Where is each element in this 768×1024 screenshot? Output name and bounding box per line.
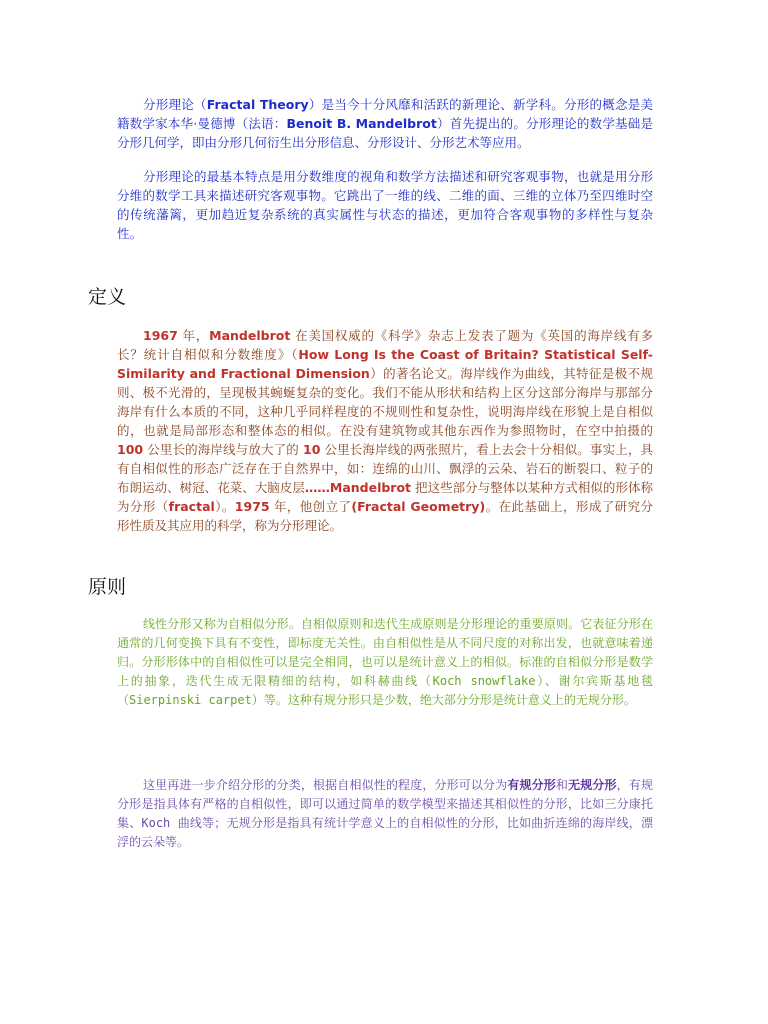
def-text-7: ）。: [214, 499, 235, 514]
term-fractal-theory: Fractal Theory: [206, 97, 309, 112]
year-1967: 1967: [143, 328, 178, 343]
class-text-1: 这里再进一步介绍分形的分类，根据自相似性的程度，分形可以分为: [143, 778, 508, 792]
principle-paragraph: 线性分形又称为自相似分形。自相似原则和迭代生成原则是分形理论的重要原则。它表征分形在通常的几何变换下具有不变性，即标度无关性。由自相似性是从不同尺度的对称出发，也就意味着递归。分形形体中的自相似性可以是完全相同，也可以是统计意义上的相似。标准的自相似分形是数学上的抽象，迭代生成无限精细的结构，如科赫曲线（Koch snowflake）、谢尔宾斯基地毯（Sierpinski carpet）等。这种有规分形只是少数，绝大部分分形是统计意义上的无规分形。: [117, 617, 653, 707]
classification-paragraph: [117, 776, 653, 852]
class-text-2: 和: [555, 778, 569, 792]
term-fractal: fractal: [168, 499, 215, 514]
class-text-3: ，有规分形是指具体有严格的自相似性，即可以通过简单的数学模型来描述其相似性的分形，比如三分康托集、Koch 曲线等；无规分形是指具有统计学意义上的自相似性的分形，比如曲折连绵的海岸线，漂浮的云朵等。: [117, 778, 653, 849]
num-10: 10: [303, 442, 321, 457]
name-mandelbrot: Benoit B. Mandelbrot: [286, 116, 437, 131]
def-text-1: 年，: [177, 328, 210, 343]
year-1975: 1975: [234, 499, 270, 514]
term-fractal-geometry: (Fractal Geometry): [351, 499, 486, 514]
name-mandelbrot-3: ……Mandelbrot: [304, 480, 412, 495]
def-text-6: 把这些部分与整体以某种方式相似的形体称为分形（: [117, 480, 653, 514]
paper-title-en: How Long Is the Coast of Britain? Statistical Self-Similarity and Fractional Dimension: [117, 347, 653, 381]
def-text-9: 。在此基础上，形成了研究分形性质及其应用的科学，称为分形理论。: [117, 499, 653, 533]
def-text-8: 年，他创立了: [269, 499, 352, 514]
num-100: 100: [117, 442, 144, 457]
name-mandelbrot-2: Mandelbrot: [209, 328, 291, 343]
heading-definition: 定义: [88, 286, 127, 308]
feature-paragraph: 分形理论的最基本特点是用分数维度的视角和数学方法描述和研究客观事物，也就是用分形分维的数学工具来描述研究客观事物。它跳出了一维的线、二维的面、三维的立体乃至四维时空的传统藩篱，更加趋近复杂系统的真实属性与状态的描述，更加符合客观事物的多样性与复杂性。: [117, 169, 653, 241]
term-random-fractal: 无规分形: [568, 778, 617, 792]
def-text-2: 在美国权威的《科学》杂志上发表了题为《英国的海岸线有多长？统计自相似和分数维度》（: [117, 328, 653, 362]
definition-paragraph: [117, 326, 653, 535]
intro-text-2: ）是当今十分风靡和活跃的新理论、新学科。分形的概念是美籍数学家本华·曼德博（法语：: [117, 97, 653, 131]
term-regular-fractal: 有规分形: [507, 778, 556, 792]
heading-principle: 原则: [88, 576, 127, 598]
def-text-5: 公里长海岸线的两张照片，看上去会十分相似。事实上，具有自相似性的形态广泛存在于自然界中，如：连绵的山川、飘浮的云朵、岩石的断裂口、粒子的布朗运动、树冠、花菜、大脑皮层: [117, 442, 653, 495]
intro-text-1: 分形理论（: [143, 97, 207, 112]
intro-text-3: ）首先提出的。分形理论的数学基础是分形几何学，即由分形几何衍生出分形信息、分形设计、分形艺术等应用。: [117, 116, 653, 150]
def-text-4: 公里长的海岸线与放大了的: [143, 442, 303, 457]
intro-paragraph: [117, 95, 653, 152]
def-text-3: ）的著名论文。海岸线作为曲线，其特征是极不规则、极不光滑的，呈现极其蜿蜒复杂的变化。我们不能从形状和结构上区分这部分海岸与那部分海岸有什么本质的不同，这种几乎同样程度的不规则性和复杂性，说明海岸线在形貌上是自相似的，也就是局部形态和整体态的相似。在没有建筑物或其他东西作为参照物时，在空中拍摄的: [117, 366, 653, 438]
